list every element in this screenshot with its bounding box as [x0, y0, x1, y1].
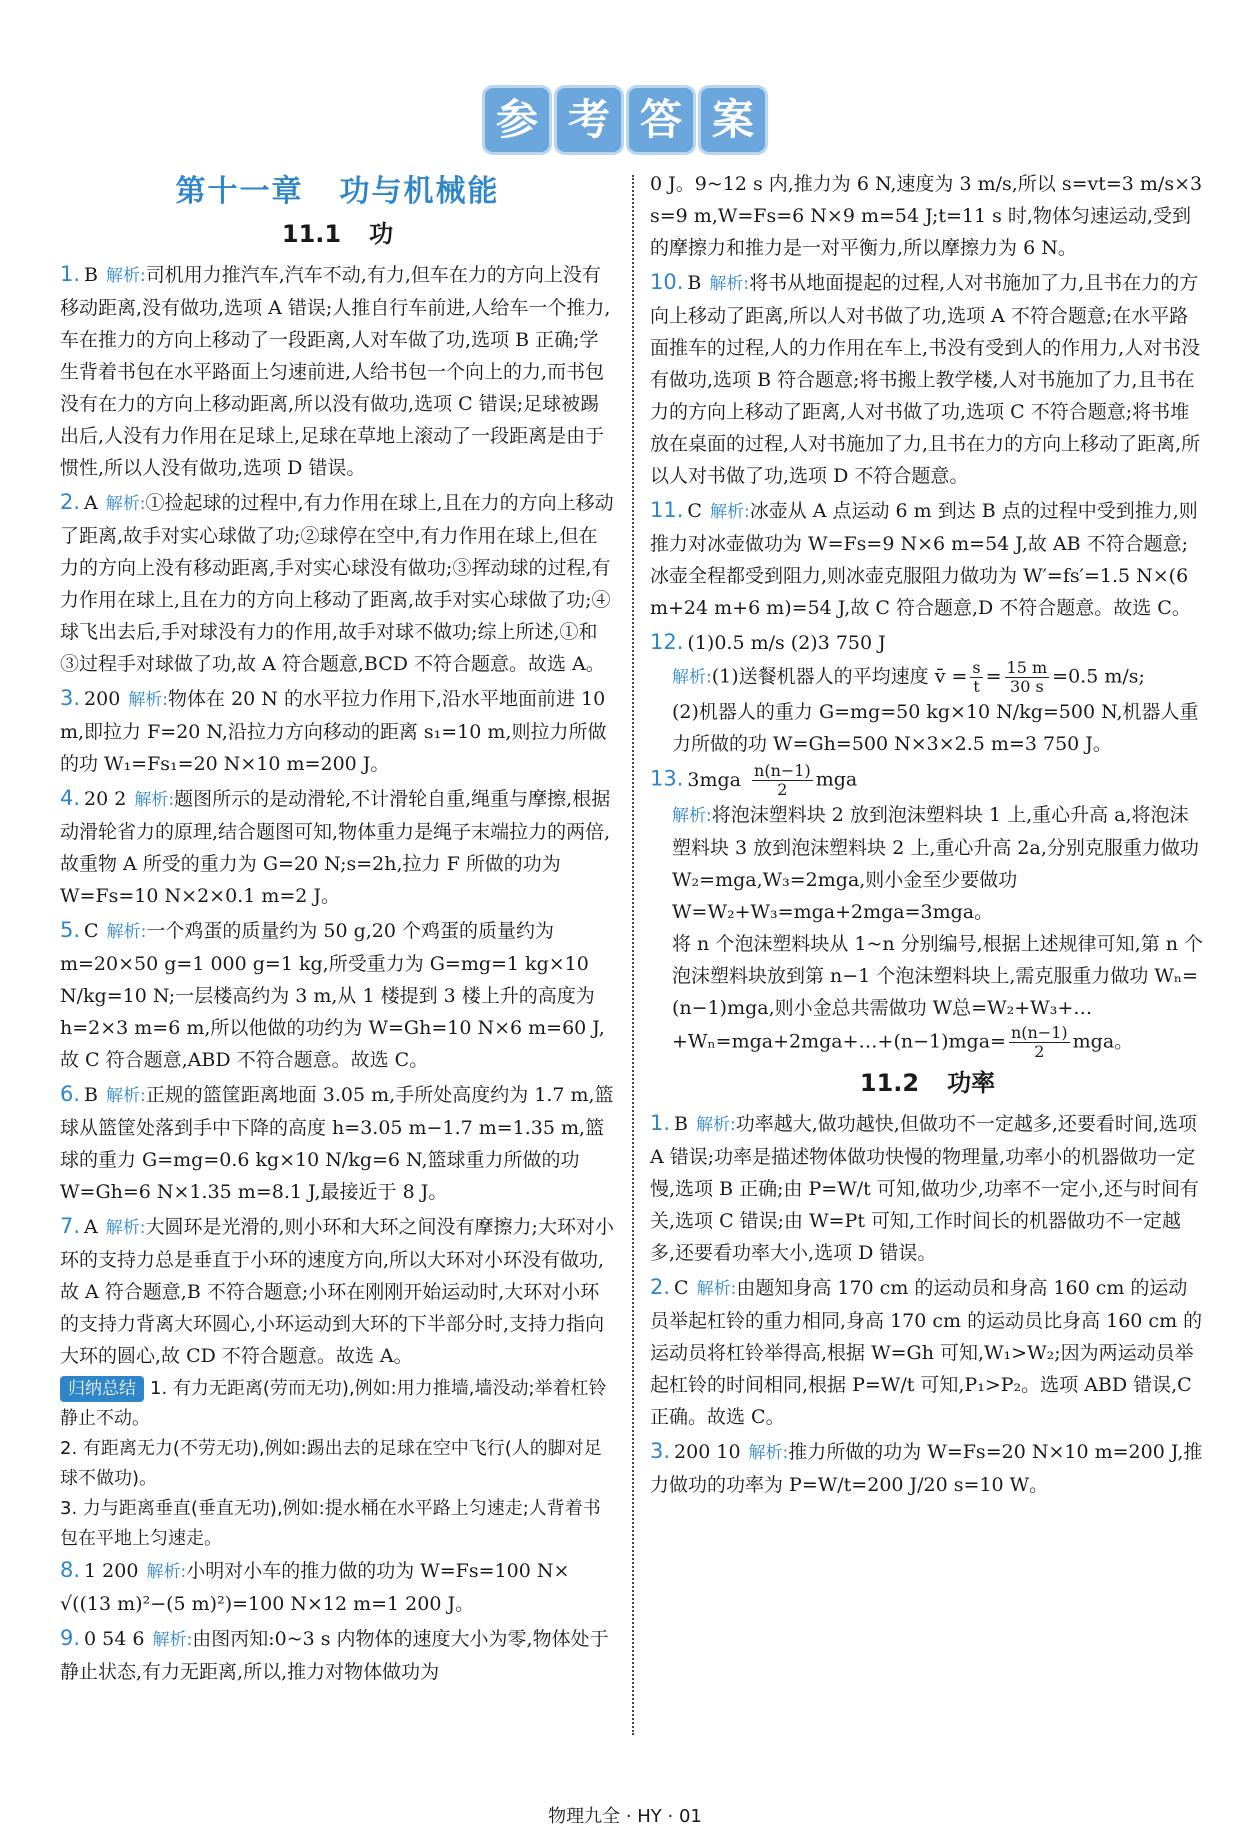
fraction: $\frac{15 m}{30 s}$	[1006, 658, 1048, 696]
section-title: 11.1 功	[281, 220, 394, 248]
answer-item: 11. C 解析:冰壶从 A 点运动 6 m 到达 B 点的过程中受到推力,则推力对冰壶做功为 W=Fs=9 N×6 m=54 J,故 AB 不符合题意;冰壶全程都受到阻力,则冰壶克服阻力做功为 W′=fs′=1.5 N×(6 m+24 m+6 m)=54 J,故 C 符合题意,D 不符合题意。故选 C。	[650, 498, 1198, 619]
summary-box: 归纳总结 1. 有力无距离(劳而无功),例如:用力推墙,墙没动;举着杠铃静止不动。 2. 有距离无力(不劳无功),例如:踢出去的足球在空中飞行(人的脚对足球不做功)。 3. 力与距离垂直(垂直无功),例如:提水桶在水平路上匀速走;人背着书包在平地上匀速走。	[60, 1378, 607, 1549]
title-char: 答	[629, 88, 693, 152]
right-column	[650, 168, 1205, 1503]
answer-item: 13. 3mga $\frac{n(n-1)}{2}$ mga 解析:将泡沫塑料块 2 放到泡沫塑料块 1 上,重心升高 a,将泡沫塑料块 3 放到泡沫塑料块 2 上,重心升高 2a,分别克服重力做功 W₂=mga,W₃=2mga,则小金至少要做功 W=W₂+W₃=mga+2mga=3mga。 将 n 个泡沫塑料块从 1~n 分别编号,根据上述规律可知,第 n 个泡沫塑料块放到第 n−1 个泡沫塑料块上,需克服重力做功 Wₙ=(n−1)mga,则小金总共需做功 W总=W₂+W₃+…+Wₙ=mga+2mga+…+(n−1)mga= $\frac{n(n-1)}{2}$ mga。	[650, 761, 1204, 1061]
answer-item: 3. 200 解析:物体在 20 N 的水平拉力作用下,沿水平地面前进 10 m,即拉力 F=20 N,沿拉力方向移动的距离 s₁=10 m,则拉力所做的功 W₁=Fs₁=20 N×10 m=200 J。	[60, 686, 607, 775]
header-title	[0, 88, 1250, 158]
summary-tag: 归纳总结	[60, 1376, 144, 1402]
page-footer: 物理九全 · HY · 01	[548, 1806, 702, 1827]
column-divider	[632, 175, 634, 1735]
title-char: 案	[701, 88, 765, 152]
fraction: $\frac{n(n-1)}{2}$	[1010, 1023, 1068, 1061]
answer-item: 2. A 解析:①捡起球的过程中,有力作用在球上,且在力的方向上移动了距离,故手对实心球做了功;②球停在空中,有力作用在球上,但在力的方向上没有移动距离,手对实心球没有做功;③挥动球的过程,有力作用在球上,且在力的方向上移动了距离,故手对实心球做了功;④球飞出去后,手对球没有力的作用,故手对球不做功;综上所述,①和③过程手对球做了功,故 A 符合题意,BCD 不符合题意。故选 A。	[60, 490, 614, 675]
answer-item: 4. 20 2 解析:题图所示的是动滑轮,不计滑轮自重,绳重与摩擦,根据动滑轮省力的原理,结合题图可知,物体重力是绳子末端拉力的两倍,故重物 A 所受的重力为 G=20 N;s=2h,拉力 F 所做的功为 W=Fs=10 N×2×0.1 m=2 J。	[60, 786, 611, 907]
answer-item: 6. B 解析:正规的篮筐距离地面 3.05 m,手所处高度约为 1.7 m,篮球从篮筐处落到手中下降的高度 h=3.05 m−1.7 m=1.35 m,篮球的重力 G=mg=0.6 kg×10 N/kg=6 N,篮球重力所做的功 W=Gh=6 N×1.35 m=8.1 J,最接近于 8 J。	[60, 1082, 614, 1203]
title-char: 考	[557, 88, 621, 152]
answer-item: 12. (1)0.5 m/s (2)3 750 J 解析:(1)送餐机器人的平均速度 v̄ = $\frac{s}{t}$ = $\frac{15 m}{30 s}$ =0.5 m/s; (2)机器人的重力 G=mg=50 kg×10 N/kg=500 N,机器人重力所做的功 W=Gh=500 N×3×2.5 m=3 750 J。	[650, 630, 1199, 755]
answer-item: 8. 1 200 解析:小明对小车的推力做的功为 W=Fs=100 N× √((13 m)²−(5 m)²)=100 N×12 m=1 200 J。	[60, 1558, 570, 1615]
answer-item: 5. C 解析:一个鸡蛋的质量约为 50 g,20 个鸡蛋的质量约为 m=20×50 g=1 000 g=1 kg,所受重力为 G=mg=1 kg×10 N/kg=10 N;一层楼高约为 3 m,从 1 楼提到 3 楼上升的高度为 h=2×3 m=6 m,所以他做的功约为 W=Gh=10 N×6 m=60 J,故 C 符合题意,ABD 不符合题意。故选 C。	[60, 918, 605, 1071]
fraction: $\frac{s}{t}$	[972, 658, 981, 696]
chapter-title: 第十一章 功与机械能	[175, 174, 500, 209]
answer-item: 9. 0 54 6 解析:由图丙知:0~3 s 内物体的速度大小为零,物体处于静止状态,有力无距离,所以,推力对物体做功为	[60, 1626, 609, 1683]
answer-item: 10. B 解析:将书从地面提起的过程,人对书施加了力,且书在力的方向上移动了距离,所以人对书做了功,选项 A 不符合题意;在水平路面推车的过程,人的力作用在车上,书没有受到人的作用力,人对书没有做功,选项 B 符合题意;将书搬上教学楼,人对书施加了力,且书在力的方向上移动了距离,人对书做了功,选项 C 不符合题意;将书堆放在桌面的过程,人对书施加了力,且书在力的方向上移动了距离,所以人对书做了功,选项 D 不符合题意。	[650, 270, 1201, 487]
section-title: 11.2 功率	[859, 1069, 996, 1097]
fraction: $\frac{n(n-1)}{2}$	[754, 761, 811, 799]
answer-item: 3. 200 10 解析:推力所做的功为 W=Fs=20 N×10 m=200 J,推力做功的功率为 P=W/t=200 J/20 s=10 W。	[650, 1439, 1203, 1496]
answer-item: 2. C 解析:由题知身高 170 cm 的运动员和身高 160 cm 的运动员举起杠铃的重力相同,身高 170 cm 的运动员比身高 160 cm 的运动员将杠铃举得高,根据 W=Gh 可知,W₁>W₂;因为两运动员举起杠铃的时间相同,根据 P=W/t 可知,P₁>P₂。选项 ABD 错误,C 正确。故选 C。	[650, 1275, 1203, 1428]
left-column	[60, 168, 615, 1690]
answer-item: 1. B 解析:功率越大,做功越快,但做功不一定越多,还要看时间,选项 A 错误;功率是描述物体做功快慢的物理量,功率小的机器做功一定慢,选项 B 正确;由 P=W/t 可知,做功少,功率不一定小,还与时间有关,选项 C 错误;由 W=Pt 可知,工作时间长的机器做功不一定越多,还要看功率大小,选项 D 错误。	[650, 1111, 1199, 1264]
answer-item: 7. A 解析:大圆环是光滑的,则小环和大环之间没有摩擦力;大环对小环的支持力总是垂直于小环的速度方向,所以大环对小环没有做功,故 A 符合题意,B 不符合题意;小环在刚刚开始运动时,大环对小环的支持力背离大环圆心,小环运动到大环的下半部分时,支持力指向大环的圆心,故 CD 不符合题意。故选 A。	[60, 1214, 614, 1367]
answer-continuation: 0 J。9~12 s 内,推力为 6 N,速度为 3 m/s,所以 s=vt=3 m/s×3 s=9 m,W=Fs=6 N×9 m=54 J;t=11 s 时,物体匀速运动,受到的摩擦力和推力是一对平衡力,所以摩擦力为 6 N。	[650, 173, 1203, 259]
title-char: 参	[485, 88, 549, 152]
answer-item: 1. B 解析:司机用力推汽车,汽车不动,有力,但车在力的方向上没有移动距离,没有做功,选项 A 错误;人推自行车前进,人给车一个推力,车在推力的方向上移动了一段距离,人对车做了功,选项 B 正确;学生背着书包在水平路面上匀速前进,人给书包一个向上的力,而书包没有在力的方向上移动距离,所以没有做功,选项 C 错误;足球被踢出后,人没有力作用在足球上,足球在草地上滚动了一段距离是由于惯性,所以人没有做功,选项 D 错误。	[60, 262, 611, 479]
